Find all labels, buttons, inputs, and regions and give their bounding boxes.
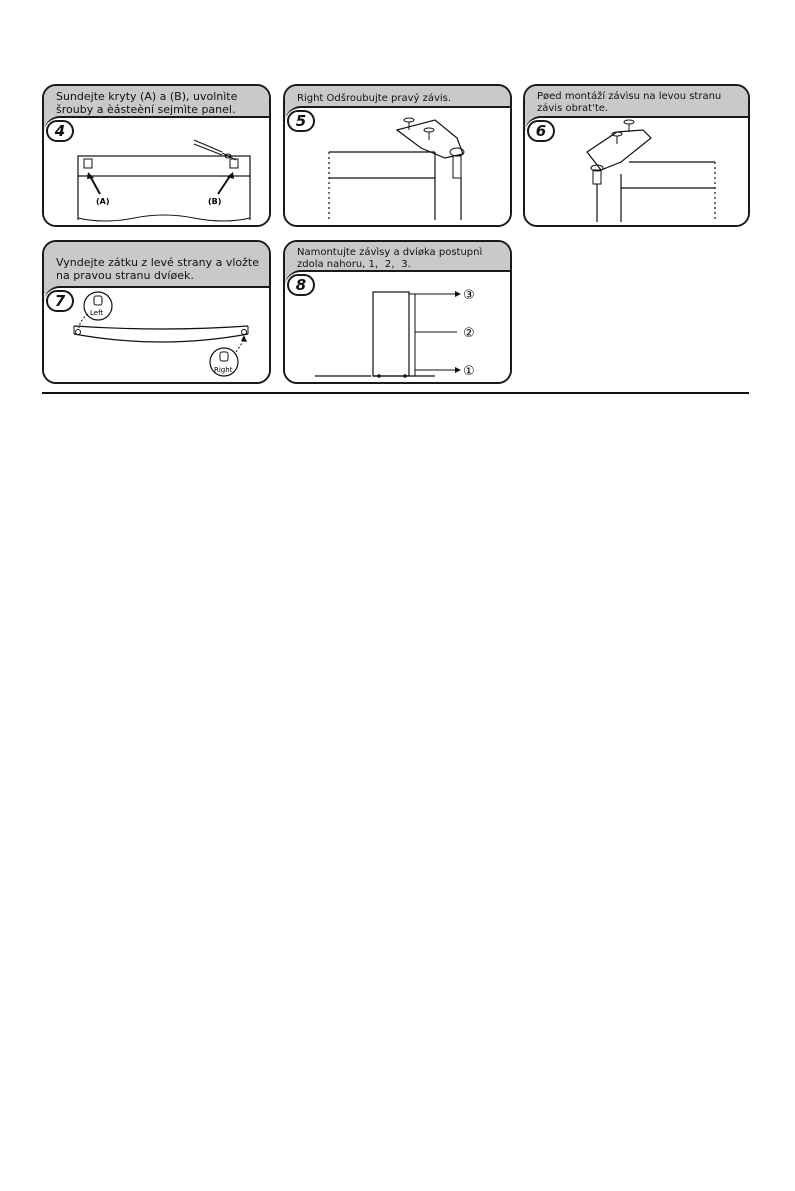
arrow-a (90, 176, 100, 194)
cover-b (230, 159, 238, 168)
step-5-number: 5 (287, 110, 315, 132)
step-4-caption: Sundejte kryty (A) a (B), uvolnìte šrouby a èásteèní sejmìte panel. (44, 86, 269, 126)
step-4-illustration-area (44, 116, 269, 225)
step-4-illustration (44, 118, 271, 227)
appliance-body (373, 292, 409, 376)
label-b: (B) (208, 197, 222, 206)
screwdriver (194, 140, 236, 160)
step-6-illustration-area (525, 116, 748, 225)
foot-left (377, 374, 381, 378)
screw-2 (424, 128, 434, 140)
arrow-b (218, 176, 230, 194)
step-8-illustration-area (285, 270, 510, 382)
label-left: Left (90, 309, 104, 317)
step-8-caption: Namontujte závìsy a dvíøka postupnì zdola nahoru, 1，2，3. (285, 242, 510, 282)
label-right: Right (214, 366, 233, 374)
section-divider (42, 392, 749, 394)
cabinet-break-line (78, 215, 250, 221)
left-plug-hole (76, 330, 81, 335)
leader-1-head (455, 367, 461, 373)
step-8-illustration (285, 272, 512, 384)
door-top-edge (74, 326, 248, 329)
step-7-illustration (44, 288, 271, 384)
label-3: ③ (463, 288, 475, 303)
step-7-illustration-area (44, 286, 269, 382)
step-5-caption: Right Odšroubujte pravý závis. (285, 86, 510, 116)
hinge-pin-shaft (453, 156, 461, 178)
step-7-number: 7 (46, 290, 74, 312)
step-6-illustration (525, 118, 750, 227)
step-4-panel (42, 84, 271, 227)
screw-1 (624, 120, 634, 132)
left-plug-icon (94, 296, 102, 305)
leader-3-head (455, 291, 461, 297)
right-plug-arrow-head (241, 335, 247, 342)
label-1: ① (463, 364, 475, 379)
cover-a (84, 159, 92, 168)
door-bottom-edge (74, 334, 248, 342)
hinge-pin-shaft (593, 170, 601, 184)
step-8-panel (283, 240, 512, 384)
step-8-number: 8 (287, 274, 315, 296)
label-a: (A) (96, 197, 110, 206)
step-4-number: 4 (46, 120, 74, 142)
foot-right (403, 374, 407, 378)
step-5-panel (283, 84, 512, 227)
step-7-panel (42, 240, 271, 384)
right-plug-hole (242, 330, 247, 335)
panel-top-cover (78, 156, 250, 176)
right-plug-icon (220, 352, 228, 361)
label-2: ② (463, 326, 475, 341)
step-6-number: 6 (527, 120, 555, 142)
step-6-caption: Pøed montáží závìsu na levou stranu závis obrat'te. (525, 86, 748, 126)
step-5-illustration (285, 108, 512, 227)
step-7-caption: Vyndejte zátku z levé strany a vložte na pravou stranu dvíøek. (44, 242, 269, 294)
step-5-illustration-area (285, 106, 510, 225)
step-6-panel (523, 84, 750, 227)
